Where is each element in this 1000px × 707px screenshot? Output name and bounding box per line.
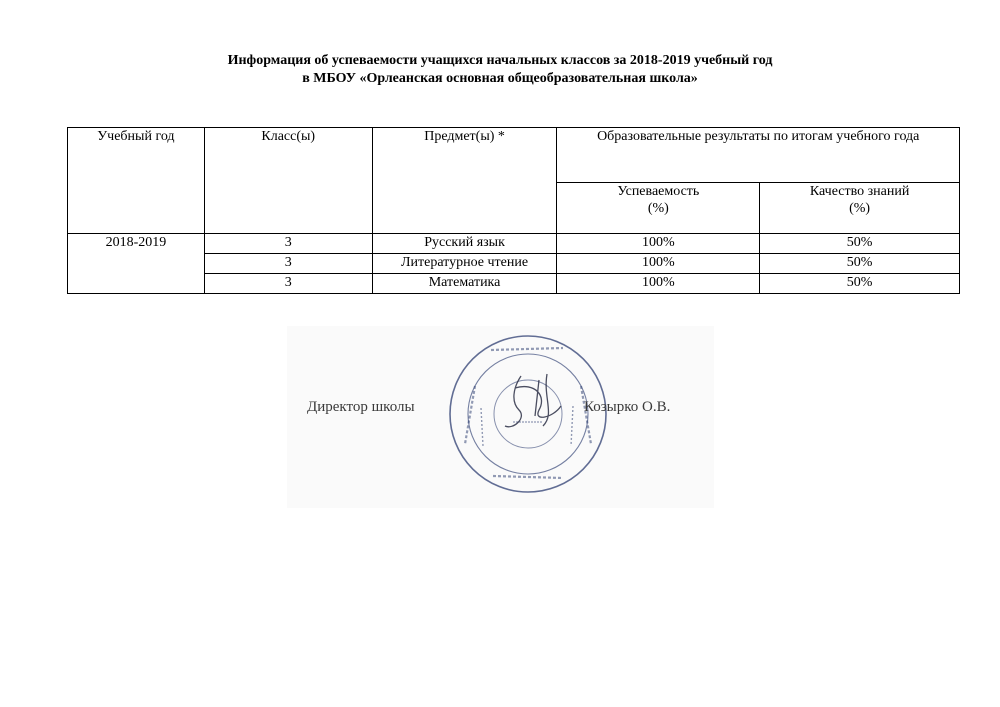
header-year: Учебный год (68, 128, 205, 234)
cell-subject: Русский язык (372, 234, 557, 254)
header-progress-label: Успеваемость (617, 184, 700, 199)
signature-block (287, 326, 714, 508)
cell-quality: 50% (760, 274, 960, 294)
cell-progress: 100% (557, 254, 760, 274)
header-quality-unit: (%) (849, 201, 871, 216)
title-line-2: в МБОУ «Орлеанская основная общеобразовательная школа» (302, 71, 698, 86)
header-results: Образовательные результаты по итогам учебного года (557, 128, 960, 183)
stamp-seal-icon (443, 326, 613, 508)
cell-year: 2018-2019 (68, 234, 205, 294)
header-class: Класс(ы) (204, 128, 372, 234)
cell-progress: 100% (557, 274, 760, 294)
header-progress (557, 183, 760, 234)
header-quality (760, 183, 960, 234)
cell-class: 3 (204, 274, 372, 294)
table-row (68, 234, 960, 254)
document-title (0, 52, 1000, 88)
header-row (68, 128, 960, 183)
cell-quality: 50% (760, 234, 960, 254)
cell-subject: Математика (372, 274, 557, 294)
cell-quality: 50% (760, 254, 960, 274)
cell-class: 3 (204, 254, 372, 274)
header-progress-unit: (%) (647, 201, 669, 216)
director-name: Козырко О.В. (584, 399, 671, 415)
cell-class: 3 (204, 234, 372, 254)
header-quality-label: Качество знаний (809, 184, 910, 199)
director-label: Директор школы (307, 399, 415, 415)
cell-progress: 100% (557, 234, 760, 254)
header-subject: Предмет(ы) * (372, 128, 557, 234)
results-table (67, 127, 960, 294)
cell-subject: Литературное чтение (372, 254, 557, 274)
title-line-1: Информация об успеваемости учащихся начальных классов за 2018-2019 учебный год (227, 53, 773, 68)
